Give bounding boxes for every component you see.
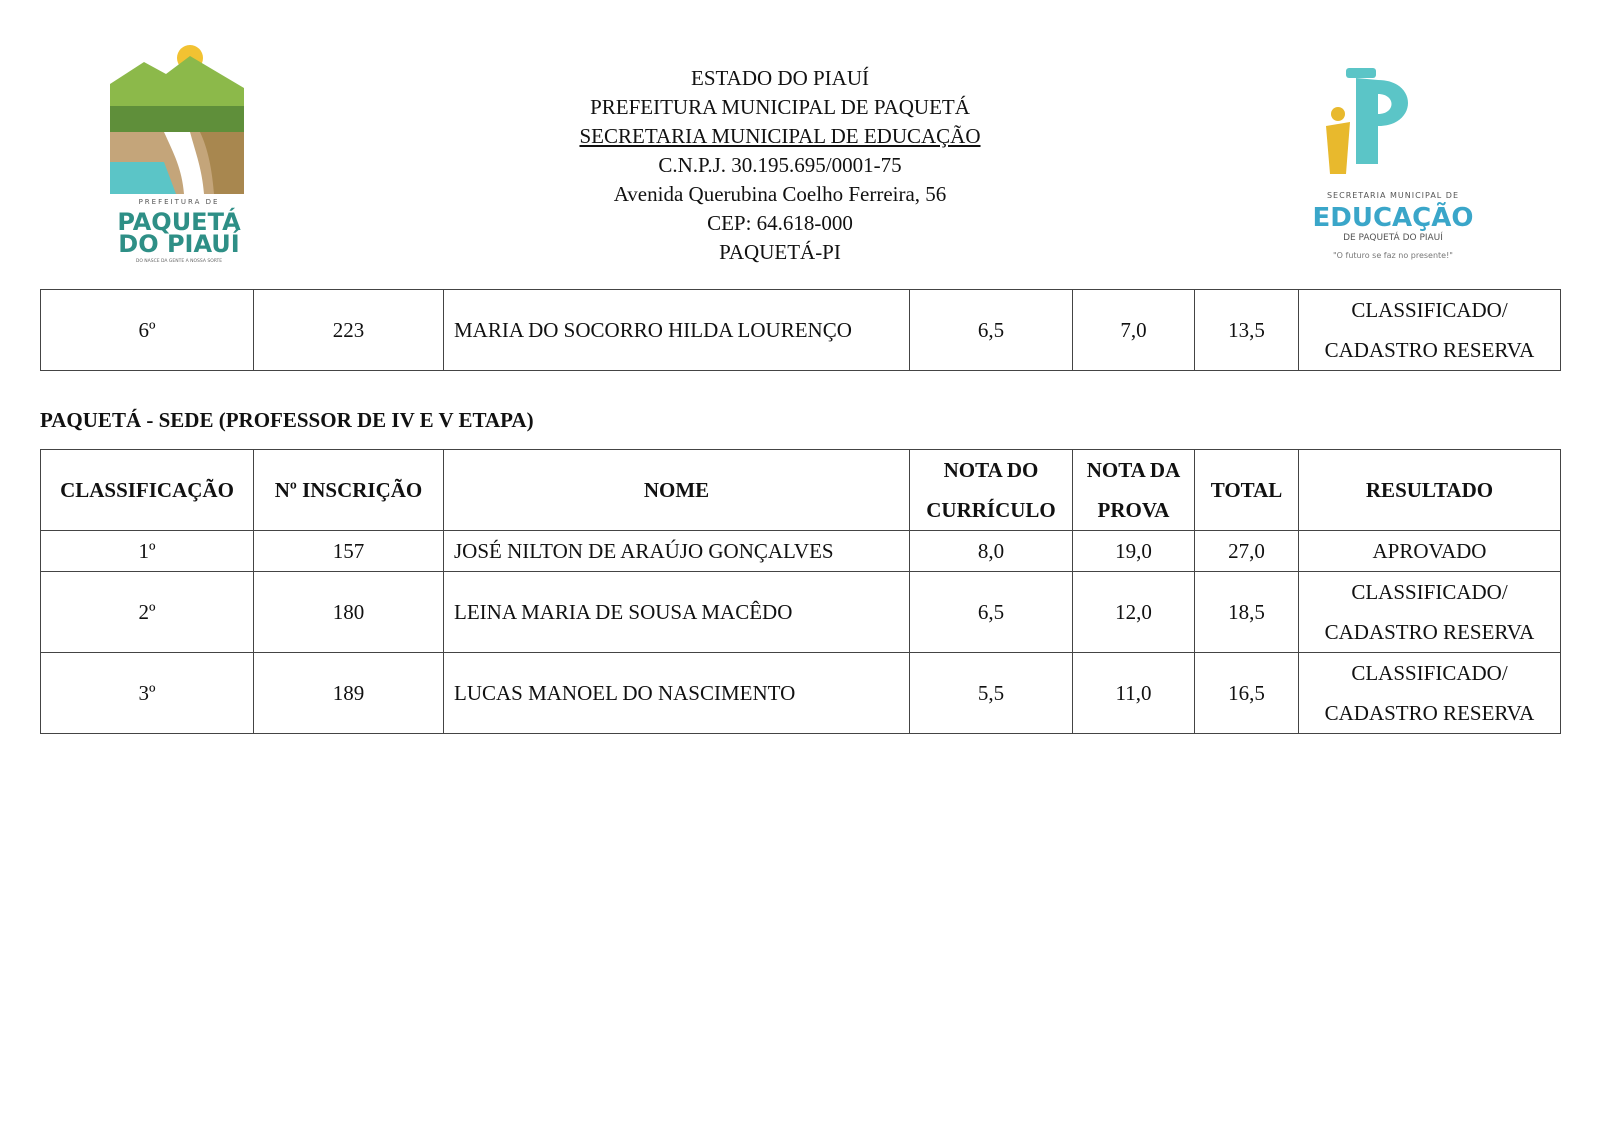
- logo-r-sub: DE PAQUETÁ DO PIAUÍ: [1343, 233, 1443, 243]
- cell-total: 27,0: [1195, 531, 1299, 572]
- table-row: [41, 572, 1561, 653]
- cell-nome: JOSÉ NILTON DE ARAÚJO GONÇALVES: [444, 531, 910, 572]
- cell-nome: MARIA DO SOCORRO HILDA LOURENÇO: [444, 290, 910, 371]
- prefeitura-logo: [104, 44, 254, 266]
- header-prova: [1073, 450, 1195, 531]
- header-resultado: RESULTADO: [1299, 450, 1561, 531]
- logo-r-slogan: "O futuro se faz no presente!": [1333, 251, 1453, 260]
- header-state: ESTADO DO PIAUÍ: [691, 66, 869, 90]
- header-total: TOTAL: [1195, 450, 1299, 531]
- cell-resultado: [1299, 290, 1561, 371]
- section-title: PAQUETÁ - SEDE (PROFESSOR DE IV E V ETAPA): [40, 408, 534, 432]
- logo-r-name: EDUCAÇÃO: [1312, 203, 1474, 233]
- header-curriculo-line2: CURRÍCULO: [926, 498, 1056, 522]
- logo-r-small-text: SECRETARIA MUNICIPAL DE: [1326, 191, 1460, 200]
- resultado-line2: CADASTRO RESERVA: [1324, 620, 1535, 644]
- cell-curriculo: 6,5: [910, 572, 1073, 653]
- header-secretaria: SECRETARIA MUNICIPAL DE EDUCAÇÃO: [579, 124, 981, 148]
- cell-total: 16,5: [1195, 653, 1299, 734]
- logo-name-line2: DO PIAUÍ: [118, 230, 240, 258]
- resultado-line2: CADASTRO RESERVA: [1324, 701, 1535, 725]
- cell-curriculo: 5,5: [910, 653, 1073, 734]
- header-curriculo-line1: NOTA DO: [943, 458, 1039, 482]
- cell-prova: 7,0: [1073, 290, 1195, 371]
- cell-classificacao: 1º: [41, 531, 254, 572]
- cell-total: 13,5: [1195, 290, 1299, 371]
- table-header-row: [41, 450, 1561, 531]
- resultado-line1: CLASSIFICADO/: [1351, 298, 1508, 322]
- cell-inscricao: 180: [254, 572, 444, 653]
- header-nome: NOME: [444, 450, 910, 531]
- header-city: PAQUETÁ-PI: [719, 240, 841, 264]
- cell-resultado: [1299, 653, 1561, 734]
- cell-resultado: APROVADO: [1299, 531, 1561, 572]
- header-classificacao: CLASSIFICAÇÃO: [41, 450, 254, 531]
- header-prova-line1: NOTA DA: [1086, 458, 1181, 482]
- results-table: [40, 449, 1561, 734]
- header-inscricao: Nº INSCRIÇÃO: [254, 450, 444, 531]
- table-row: [41, 290, 1561, 371]
- resultado-line2: CADASTRO RESERVA: [1324, 338, 1535, 362]
- cell-inscricao: 223: [254, 290, 444, 371]
- cell-nome: LUCAS MANOEL DO NASCIMENTO: [444, 653, 910, 734]
- cell-curriculo: 6,5: [910, 290, 1073, 371]
- header-prefeitura: PREFEITURA MUNICIPAL DE PAQUETÁ: [590, 95, 970, 119]
- header-curriculo: [910, 450, 1073, 531]
- header-cnpj: C.N.P.J. 30.195.695/0001-75: [658, 153, 902, 177]
- header-prova-line2: PROVA: [1097, 498, 1170, 522]
- cell-classificacao: 2º: [41, 572, 254, 653]
- logo-name-line1: PAQUETÁ: [117, 208, 241, 236]
- cell-classificacao: 3º: [41, 653, 254, 734]
- table-row: [41, 653, 1561, 734]
- cell-resultado: [1299, 572, 1561, 653]
- cell-total: 18,5: [1195, 572, 1299, 653]
- cell-inscricao: 189: [254, 653, 444, 734]
- previous-results-table: [40, 289, 1561, 371]
- cell-nome: LEINA MARIA DE SOUSA MACÊDO: [444, 572, 910, 653]
- logo-small-text: PREFEITURA DE: [138, 198, 220, 206]
- cell-classificacao: 6º: [41, 290, 254, 371]
- secretaria-logo: [1308, 64, 1478, 269]
- cell-prova: 11,0: [1073, 653, 1195, 734]
- document-header: [400, 64, 1160, 267]
- resultado-line1: CLASSIFICADO/: [1351, 580, 1508, 604]
- cell-inscricao: 157: [254, 531, 444, 572]
- header-cep: CEP: 64.618-000: [707, 211, 853, 235]
- logo-tagline: DO NASCE DA GENTE A NOSSA SORTE: [135, 259, 223, 264]
- resultado-line1: CLASSIFICADO/: [1351, 661, 1508, 685]
- header-address: Avenida Querubina Coelho Ferreira, 56: [613, 182, 947, 206]
- table-row: [41, 531, 1561, 572]
- cell-prova: 19,0: [1073, 531, 1195, 572]
- cell-curriculo: 8,0: [910, 531, 1073, 572]
- cell-prova: 12,0: [1073, 572, 1195, 653]
